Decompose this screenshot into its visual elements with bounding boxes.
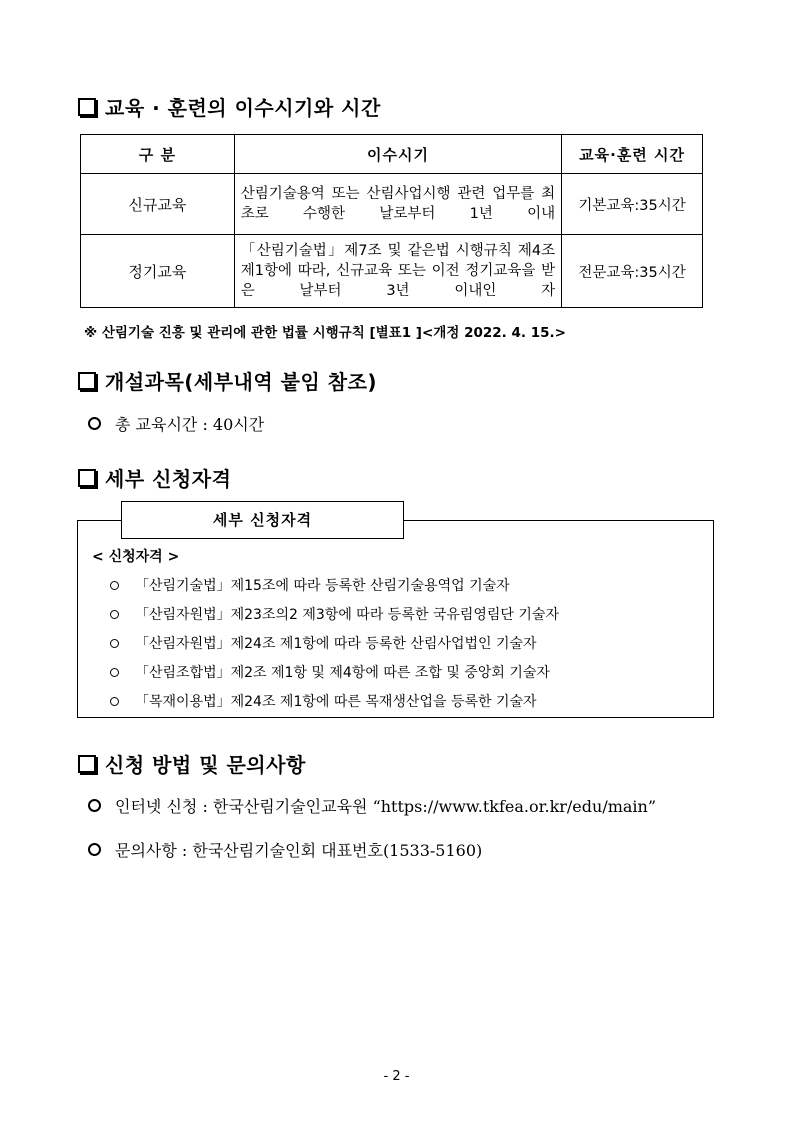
table-cell-category: 신규교육	[81, 174, 235, 235]
circle-bullet-icon	[110, 697, 119, 706]
schedule-table	[80, 134, 703, 308]
table-header-row	[81, 135, 703, 174]
checkbox-icon	[78, 469, 96, 487]
checkbox-icon	[78, 755, 96, 773]
page-number: - 2 -	[383, 1069, 410, 1084]
legal-note: ※ 산림기술 진흥 및 관리에 관한 법률 시행규칙 [별표1 ]<개정 2022. 4. 15.>	[84, 325, 566, 341]
table-cell-category: 정기교육	[81, 235, 235, 308]
table-header-time: 교육·훈련 시간	[562, 135, 703, 174]
list-item: 「산림자원법」제23조의2 제3항에 따라 등록한 국유림영림단 기술자	[110, 604, 559, 624]
circle-bullet-icon	[110, 610, 119, 619]
table-cell-time: 기본교육:35시간	[562, 174, 703, 235]
table-cell-time: 전문교육:35시간	[562, 235, 703, 308]
section-heading-apply: 신청 방법 및 문의사항	[78, 749, 306, 778]
list-item: 「목재이용법」제24조 제1항에 따른 목재생산업을 등록한 기술자	[110, 691, 537, 711]
total-hours-line: 총 교육시간 : 40시간	[88, 412, 264, 435]
circle-bullet-icon	[110, 668, 119, 677]
section-heading-schedule: 교육 · 훈련의 이수시기와 시간	[78, 92, 381, 121]
apply-internet-line: 인터넷 신청 : 한국산림기술인교육원 “https://www.tkfea.or.kr/edu/main”	[88, 794, 656, 817]
checkbox-icon	[78, 98, 96, 116]
table-header-period: 이수시기	[234, 135, 561, 174]
circle-bullet-icon	[110, 639, 119, 648]
apply-inquiry-line: 문의사항 : 한국산림기술인회 대표번호(1533-5160)	[88, 838, 482, 861]
circle-bullet-icon	[88, 417, 101, 430]
table-row	[81, 174, 703, 235]
section-heading-qualification: 세부 신청자격	[78, 463, 231, 492]
circle-bullet-icon	[110, 581, 119, 590]
section-heading-courses: 개설과목(세부내역 붙임 참조)	[78, 366, 377, 395]
circle-bullet-icon	[88, 799, 101, 812]
table-header-category: 구 분	[81, 135, 235, 174]
table-row	[81, 235, 703, 308]
circle-bullet-icon	[88, 843, 101, 856]
qualification-box-title: 세부 신청자격	[121, 501, 404, 539]
list-item: 「산림기술법」제15조에 따라 등록한 산림기술용역업 기술자	[110, 575, 510, 595]
table-cell-period: 「산림기술법」제7조 및 같은법 시행규칙 제4조제1항에 따라, 신규교육 또는 이전 정기교육을 받은 날부터 3년 이내인 자	[234, 235, 561, 308]
list-item: 「산림자원법」제24조 제1항에 따라 등록한 산림사업법인 기술자	[110, 633, 537, 653]
list-item: 「산림조합법」제2조 제1항 및 제4항에 따른 조합 및 중앙회 기술자	[110, 662, 550, 682]
checkbox-icon	[78, 372, 96, 390]
table-cell-period: 산림기술용역 또는 산림사업시행 관련 업무를 최초로 수행한 날로부터 1년 이내	[234, 174, 561, 235]
qualification-label: < 신청자격 >	[92, 549, 180, 565]
